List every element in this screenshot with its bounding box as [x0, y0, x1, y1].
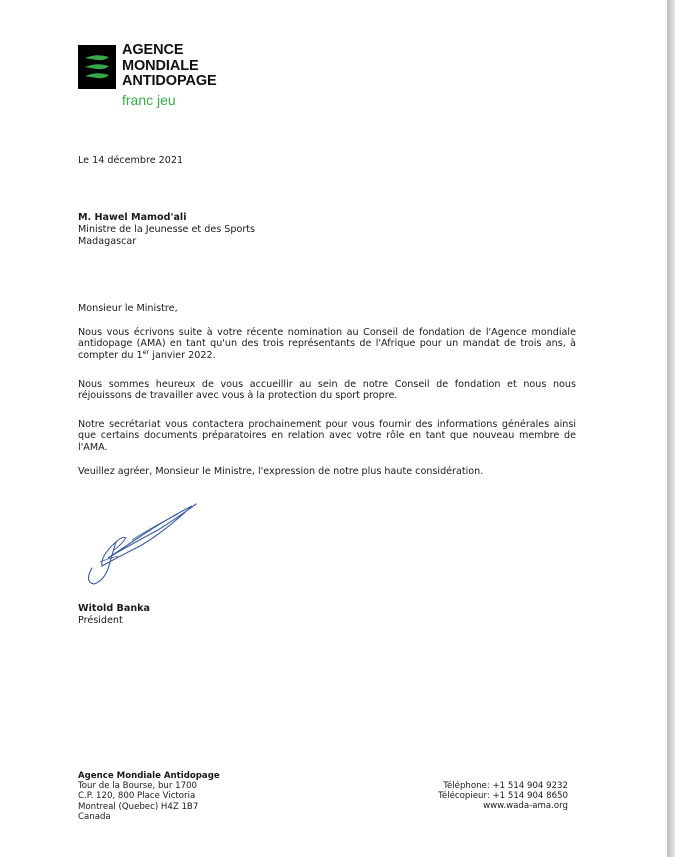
footer-phone: Téléphone: +1 514 904 9232: [443, 781, 568, 791]
page-shadow: [667, 0, 675, 857]
logo-line-2: MONDIALE: [122, 57, 199, 74]
closing: Veuillez agréer, Monsieur le Ministre, l'expression de notre plus haute considération.: [78, 466, 484, 477]
recipient-country: Madagascar: [78, 236, 137, 247]
footer-org: Agence Mondiale Antidopage: [78, 771, 220, 781]
paragraph-1-superscript: er: [142, 347, 150, 356]
logo-line-3: ANTIDOPAGE: [122, 73, 217, 89]
footer-website: www.wada-ama.org: [483, 801, 568, 812]
paragraph-3: Notre secrétariat vous contactera prochainement pour vous fournir des informations générales ainsi que certains documents préparatoires en relation avec votre rôle en tant que nouveau membre de l'AMA.: [78, 419, 576, 453]
footer-address-line-1: Tour de la Bourse, bur 1700: [78, 781, 198, 792]
salutation: Monsieur le Ministre,: [78, 303, 178, 314]
signatory-name: Witold Banka: [78, 603, 151, 614]
footer-fax: Télécopieur: +1 514 904 8650: [438, 791, 568, 802]
logo-wordmark: [122, 43, 217, 90]
footer-contact: [438, 781, 568, 812]
signature-icon: [80, 500, 205, 594]
footer-address-line-3: Montreal (Quebec) H4Z 1B7: [78, 801, 199, 812]
footer-address-line-4: Canada: [78, 811, 111, 822]
paragraph-2: Nous sommes heureux de vous accueillir au sein de notre Conseil de fondation et nous nous réjouissons de travailler avec vous à la protection du sport propre.: [78, 379, 576, 402]
logo-tagline: franc jeu: [122, 92, 176, 108]
letter-date: Le 14 décembre 2021: [78, 155, 184, 166]
footer-address-line-2: C.P. 120, 800 Place Victoria: [78, 791, 196, 802]
footer-address: [78, 771, 220, 822]
wada-logo-icon: [78, 45, 116, 89]
recipient-name: M. Hawel Mamod'ali: [78, 212, 187, 223]
logo-line-1: AGENCE: [122, 42, 184, 58]
paragraph-1: [78, 327, 576, 361]
paragraph-1-text: Nous vous écrivons suite à votre récente nomination au Conseil de fondation de l'Agence mondiale antidopage (AMA) en tant qu'un des trois représentants de l'Afrique pour un mandat de trois ans, à compter du 1: [78, 327, 576, 361]
paragraph-1-end: janvier 2022.: [149, 349, 216, 361]
recipient-title: Ministre de la Jeunesse et des Sports: [78, 224, 256, 235]
signatory-role: Président: [78, 615, 123, 626]
